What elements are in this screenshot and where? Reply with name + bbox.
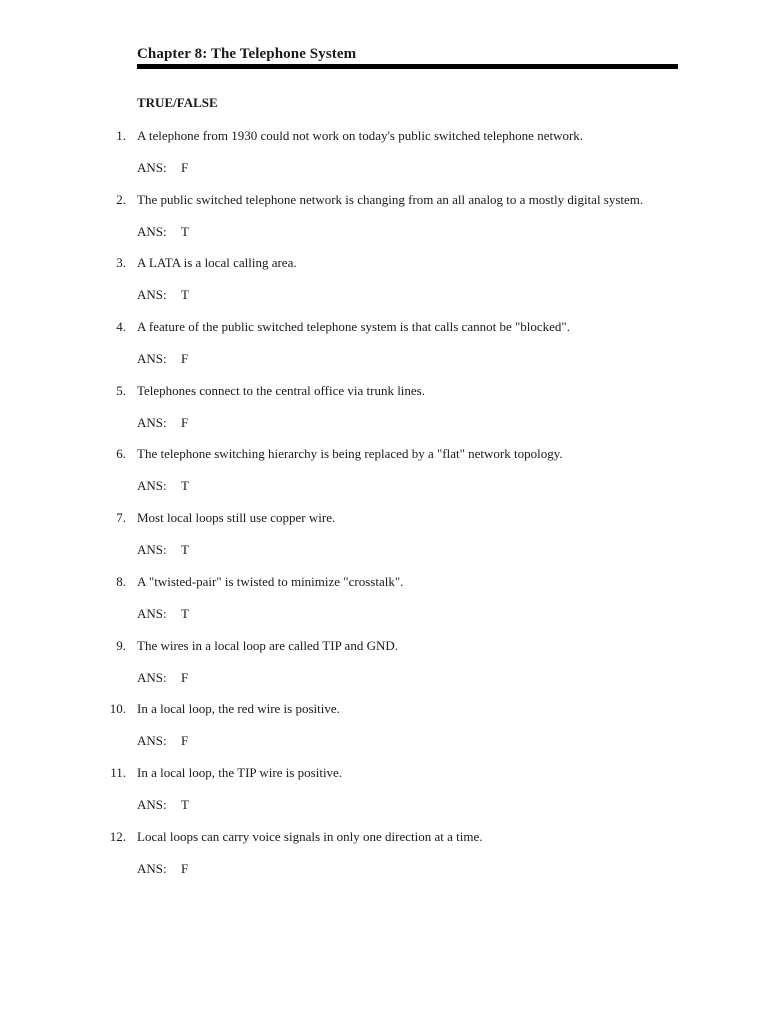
question-number: 11. (110, 764, 126, 780)
question-text: A "twisted-pair" is twisted to minimize "crosstalk". (137, 573, 404, 589)
question-item (0, 764, 768, 828)
question-number: 4. (116, 319, 126, 335)
title-rule (137, 64, 678, 69)
question-item (0, 127, 768, 191)
question-text: A telephone from 1930 could not work on today's public switched telephone network. (137, 128, 584, 143)
question-item (0, 573, 768, 637)
answer-value: F (181, 160, 189, 175)
answer-row (137, 860, 188, 877)
answer-label: ANS: (137, 733, 167, 749)
question-item (0, 254, 768, 318)
question-item (0, 637, 768, 701)
answer-row (137, 350, 188, 367)
answer-value: F (181, 351, 189, 367)
answer-label: ANS: (137, 160, 167, 175)
answer-label: ANS: (137, 351, 167, 367)
question-text: Telephones connect to the central office via trunk lines. (137, 382, 425, 398)
question-number: 6. (116, 446, 126, 462)
answer-label: ANS: (137, 414, 167, 430)
answer-row (137, 414, 188, 431)
answer-value: T (181, 542, 189, 558)
question-number: 7. (116, 510, 126, 526)
question-list (0, 127, 768, 891)
question-text: A LATA is a local calling area. (137, 255, 297, 271)
answer-label: ANS: (137, 605, 167, 621)
question-number: 2. (116, 191, 126, 207)
answer-row (137, 477, 189, 494)
answer-value: F (181, 414, 189, 430)
answer-value: F (181, 733, 189, 749)
question-number: 1. (116, 128, 126, 143)
answer-value: T (181, 796, 189, 812)
answer-value: F (181, 860, 189, 876)
question-item (0, 509, 768, 573)
answer-label: ANS: (137, 478, 167, 494)
question-item (0, 700, 768, 764)
answer-value: T (181, 478, 189, 494)
answer-row (137, 159, 188, 176)
question-number: 10. (109, 701, 126, 717)
question-text: The public switched telephone network is changing from an all analog to a mostly digital system. (137, 191, 644, 207)
question-item (0, 382, 768, 446)
answer-label: ANS: (137, 287, 167, 303)
question-number: 8. (116, 573, 126, 589)
question-text: In a local loop, the TIP wire is positive. (137, 764, 343, 780)
question-number: 5. (116, 382, 126, 398)
question-item (0, 318, 768, 382)
question-item (0, 191, 768, 255)
answer-row (137, 223, 189, 240)
question-number: 3. (116, 255, 126, 271)
answer-row (137, 541, 189, 558)
answer-value: T (181, 605, 189, 621)
answer-row (137, 732, 188, 749)
question-text: The wires in a local loop are called TIP and GND. (137, 637, 398, 653)
chapter-title: Chapter 8: The Telephone System (137, 46, 357, 62)
question-text: A feature of the public switched telephone system is that calls cannot be "blocked". (137, 319, 570, 335)
answer-value: T (181, 223, 189, 239)
answer-value: F (181, 669, 189, 685)
section-heading: TRUE/FALSE (137, 95, 218, 110)
answer-row (137, 796, 189, 813)
question-number: 12. (109, 828, 126, 844)
question-text: Most local loops still use copper wire. (137, 510, 336, 526)
question-text: In a local loop, the red wire is positive. (137, 701, 340, 717)
question-item (0, 445, 768, 509)
answer-label: ANS: (137, 542, 167, 558)
answer-label: ANS: (137, 669, 167, 685)
answer-row (137, 669, 188, 686)
question-text: Local loops can carry voice signals in only one direction at a time. (137, 828, 483, 844)
answer-label: ANS: (137, 223, 167, 239)
answer-row (137, 605, 189, 622)
question-text: The telephone switching hierarchy is being replaced by a "flat" network topology. (137, 446, 563, 462)
answer-value: T (181, 287, 189, 303)
answer-label: ANS: (137, 796, 167, 812)
answer-label: ANS: (137, 860, 167, 876)
question-item (0, 828, 768, 892)
answer-row (137, 286, 189, 303)
question-number: 9. (116, 637, 126, 653)
